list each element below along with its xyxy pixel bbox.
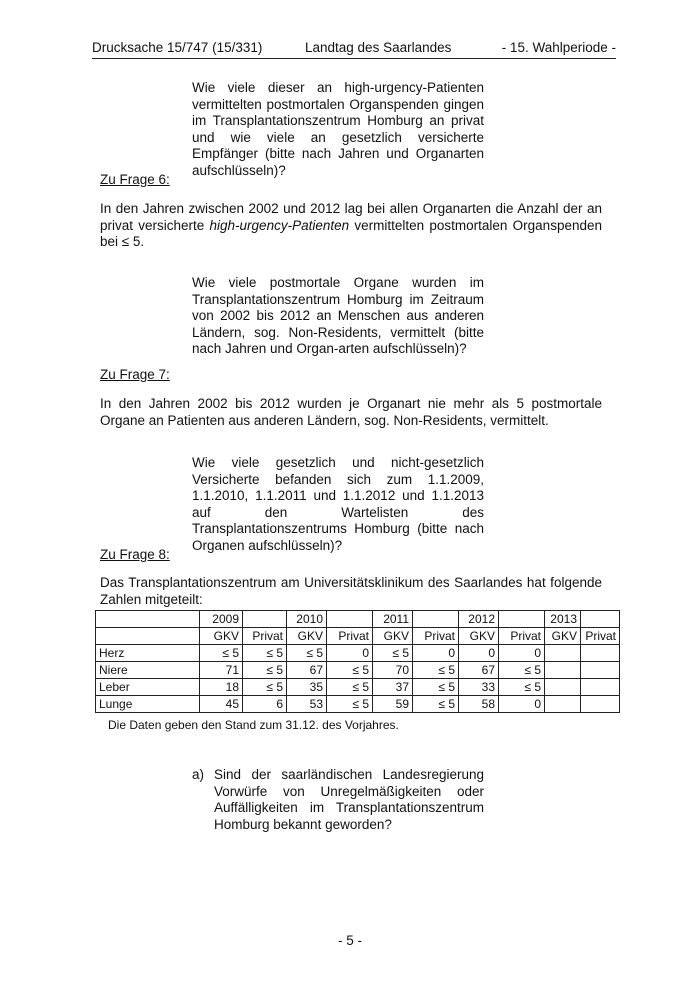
table-corner-cell — [96, 611, 200, 628]
year-header-2009: 2009 — [200, 611, 243, 628]
subheader-privat: Privat — [327, 628, 373, 645]
subheader-gkv: GKV — [200, 628, 243, 645]
year-header-2010: 2010 — [287, 611, 327, 628]
answer-8-text: Das Transplantationszentrum am Universitätsklinikum des Saarlandes hat folgende Zahlen mitgeteilt: — [100, 575, 602, 607]
question-9a — [192, 767, 484, 833]
table-cell — [581, 679, 620, 696]
table-cell: 18 — [200, 679, 243, 696]
header-document-number: Drucksache 15/747 (15/331) — [92, 40, 263, 55]
table-cell: 0 — [499, 696, 545, 713]
subheader-privat: Privat — [581, 628, 620, 645]
table-cell: 58 — [459, 696, 499, 713]
subheader-gkv: GKV — [545, 628, 581, 645]
answer-6-italic: high-urgency-Patienten — [209, 217, 350, 233]
table-cell: ≤ 5 — [373, 645, 413, 662]
table-row — [96, 662, 620, 679]
table-cell: ≤ 5 — [243, 662, 287, 679]
table-cell: ≤ 5 — [200, 645, 243, 662]
table-cell: ≤ 5 — [287, 645, 327, 662]
year-header-spacer — [413, 611, 459, 628]
table-cell — [581, 645, 620, 662]
table-cell: ≤ 5 — [499, 662, 545, 679]
table-cell: 67 — [287, 662, 327, 679]
table-cell: 6 — [243, 696, 287, 713]
page-number: - 5 - — [337, 933, 362, 948]
question-8-text: Wie viele gesetzlich und nicht-gesetzlich Versicherte befanden sich zum 1.1.2009, 1.1.2010, 1.1.2011 und 1.1.2012 und 1.1.2013 auf den Wartelisten des Transplantationszentrums Homburg (bitte nach Organen aufschlüsseln)? — [192, 455, 484, 553]
table-cell: 35 — [287, 679, 327, 696]
table-note: Die Daten geben den Stand zum 31.12. des Vorjahres. — [108, 718, 399, 732]
subheader-gkv: GKV — [459, 628, 499, 645]
table-cell — [545, 679, 581, 696]
answer-8-label: Zu Frage 8: — [100, 547, 170, 562]
waiting-list-table — [95, 610, 620, 713]
year-header-spacer — [499, 611, 545, 628]
table-cell: 71 — [200, 662, 243, 679]
table-cell: 0 — [327, 645, 373, 662]
table-cell: 37 — [373, 679, 413, 696]
row-label-niere: Niere — [96, 662, 200, 679]
year-header-2012: 2012 — [459, 611, 499, 628]
table-cell: 0 — [499, 645, 545, 662]
table-cell: 45 — [200, 696, 243, 713]
table-cell — [545, 662, 581, 679]
subheader-gkv: GKV — [287, 628, 327, 645]
year-header-2011: 2011 — [373, 611, 413, 628]
subheader-privat: Privat — [413, 628, 459, 645]
table-cell — [581, 662, 620, 679]
answer-7-label: Zu Frage 7: — [100, 367, 170, 382]
page-header — [92, 40, 616, 59]
year-header-spacer — [243, 611, 287, 628]
row-label-leber: Leber — [96, 679, 200, 696]
table-cell: ≤ 5 — [327, 662, 373, 679]
table-header-years — [96, 611, 620, 628]
year-header-spacer — [327, 611, 373, 628]
table-row — [96, 679, 620, 696]
row-label-lunge: Lunge — [96, 696, 200, 713]
table-cell: ≤ 5 — [413, 679, 459, 696]
table-cell — [581, 696, 620, 713]
year-header-spacer — [581, 611, 620, 628]
table-cell: ≤ 5 — [327, 679, 373, 696]
table-cell: 0 — [459, 645, 499, 662]
subheader-privat: Privat — [499, 628, 545, 645]
table-cell — [545, 645, 581, 662]
question-9a-marker: a) — [192, 767, 205, 782]
table-cell: ≤ 5 — [243, 679, 287, 696]
answer-6-label: Zu Frage 6: — [100, 172, 170, 187]
answer-6-text: In den Jahren zwischen 2002 und 2012 lag bei allen Organarten die Anzahl der an privat versicherte high-urgency-Patienten vermittelten postmortalen Organspenden bei ≤ 5. — [100, 201, 602, 250]
table-cell: ≤ 5 — [327, 696, 373, 713]
table-cell: ≤ 5 — [499, 679, 545, 696]
answer-7-text: In den Jahren 2002 bis 2012 wurden je Organart nie mehr als 5 postmortale Organe an Patienten aus anderen Ländern, sog. Non-Residents, vermittelt. — [100, 396, 602, 428]
table-row — [96, 645, 620, 662]
subheader-gkv: GKV — [373, 628, 413, 645]
table-cell: 67 — [459, 662, 499, 679]
year-header-2013: 2013 — [545, 611, 581, 628]
table-cell: 33 — [459, 679, 499, 696]
header-parliament: Landtag des Saarlandes — [305, 40, 452, 55]
table-cell: 0 — [413, 645, 459, 662]
table-cell — [545, 696, 581, 713]
table-corner-cell — [96, 628, 200, 645]
question-5-text: Wie viele dieser an high-urgency-Patienten vermittelten postmortalen Organspenden gingen im Transplantationszentrum Homburg an privat und wie viele an gesetzlich versicherte Empfänger (bitte nach Jahren und Organarten aufschlüsseln)? — [192, 80, 484, 178]
table-cell: ≤ 5 — [243, 645, 287, 662]
table-cell: ≤ 5 — [413, 696, 459, 713]
table-header-insurance — [96, 628, 620, 645]
table-row — [96, 696, 620, 713]
question-7-text: Wie viele postmortale Organe wurden im Transplantationszentrum Homburg im Zeitraum von 2002 bis 2012 an Menschen aus anderen Ländern, sog. Non-Residents, vermittelt (bitte nach Jahren und Organ-arten aufschlüsseln)? — [192, 275, 484, 357]
table-cell: ≤ 5 — [413, 662, 459, 679]
table-cell: 59 — [373, 696, 413, 713]
header-period: - 15. Wahlperiode - — [501, 40, 616, 55]
row-label-herz: Herz — [96, 645, 200, 662]
question-9a-text: Sind der saarländischen Landesregierung Vorwürfe von Unregelmäßigkeiten oder Auffälligkeiten im Transplantationszentrum Homburg bekannt geworden? — [214, 767, 484, 832]
table-cell: 70 — [373, 662, 413, 679]
subheader-privat: Privat — [243, 628, 287, 645]
table-cell: 53 — [287, 696, 327, 713]
